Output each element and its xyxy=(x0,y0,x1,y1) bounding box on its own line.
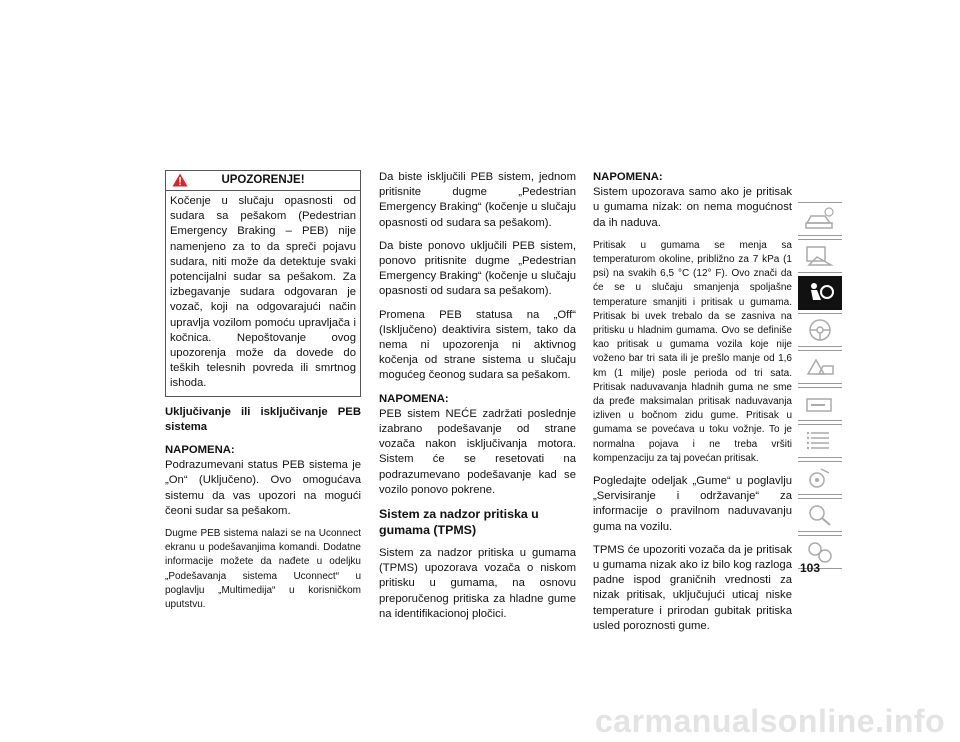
airbag-safety-icon xyxy=(803,280,837,306)
small-note-text: Pritisak u gumama se menja sa temperaturom okoline, približno za 7 kPa (1 psi) na svakih 6,5 °C (12° F). Ovo znači da će se u slučaju smanjenja spoljašne temperature smanjiti i pritisak u gumama. Pritisak bi uvek trebalo da se zasniva na pritisku u hladnim gumama. Ovo se definiše kao pritisak u gumama vozila koje nije voženo bar tri sata ili je prešlo manje od 1,6 km (1 milje) posle perioda od tri sata. Pritisak naduvavanja hladnih guma ne sme da pređe maksimalan pritisak naduvavanja izliven u bočnom zidu gume. Pritisak u gumama se povećava u toku vožnje. To je normalna pojava i ne treba vršiti kompenzaciju za taj povećan pritisak. xyxy=(593,239,792,464)
warning-title: UPOZORENJE! xyxy=(221,174,305,186)
tab-car-info[interactable] xyxy=(798,202,842,236)
warning-box xyxy=(165,170,361,397)
paragraph: Promena PEB statusa na „Off“ (Isključeno) deaktivira sistem, tako da nema ni upozorenja ni aktivnog kočenja od strane sistema u slučaju mogućeg čeonog sudara sa pešakom. xyxy=(379,308,576,382)
multimedia-icon xyxy=(803,465,837,491)
note-label: NAPOMENA: xyxy=(379,392,449,405)
note-text: PEB sistem NEĆE zadržati poslednje izabrano podešavanje od strane vozača nakon isključivanja motora. Sistem će se resetovati na podrazumevano podešavanje kad se vozilo ponovo pokrene. xyxy=(379,407,576,496)
section-heading-peb-toggle: Uključivanje ili isključivanje PEB sistema xyxy=(165,405,361,433)
note-label: NAPOMENA: xyxy=(165,444,235,457)
dashboard-warning-icon xyxy=(803,243,837,269)
search-index-icon xyxy=(803,502,837,528)
note-text: Sistem upozorava samo ako je pritisak u gumama nizak: on nema mogućnost da ih naduva. xyxy=(593,186,792,229)
page-number: 103 xyxy=(800,561,821,575)
car-service-icon xyxy=(803,391,837,417)
paragraph: TPMS će upozoriti vozača da je pritisak u gumama nizak ako iz bilo kog razloga padne ispod graničnih vrednosti za nizak pritisak, uključujući uticaj niske temperature i prirodan gubitak pritiska usled poroznosti gume. xyxy=(593,543,792,632)
watermark: carmanualsonline.info xyxy=(595,703,946,739)
specifications-list-icon xyxy=(803,428,837,454)
paragraph: Pogledajte odeljak „Gume“ u poglavlju „Servisiranje i održavanje“ za informacije o pravilnom naduvavanju guma na vozilu. xyxy=(593,475,792,533)
note-label: NAPOMENA: xyxy=(593,171,663,183)
steering-wheel-icon xyxy=(803,317,837,343)
tab-dashboard[interactable] xyxy=(798,239,842,273)
tab-service[interactable] xyxy=(798,387,842,421)
warning-text: Kočenje u slučaju opasnosti od sudara sa pešakom (Pedestrian Emergency Braking – PEB) nije namenjeno za to da spreči pojavu sudara, niti može da detektuje svaki potencijalni sudar sa pešakom. Za izbegavanje sudara odgovaran je vozač, koji na odgovarajući način upravlja vozilom pomoću upravljača i kočnica. Nepoštovanje ovog upozorenja može da dovede do teških telesnih povreda ili smrtnog ishoda. xyxy=(170,195,356,390)
roadside-emergency-icon xyxy=(803,354,837,380)
chapter-tabs xyxy=(798,202,842,572)
tab-index[interactable] xyxy=(798,498,842,532)
section-title-tpms: Sistem za nadzor pritiska u gumama (TPMS) xyxy=(379,507,539,538)
paragraph: Da biste ponovo uključili PEB sistem, ponovo pritisnite dugme „Pedestrian Emergency Braking“ (kočenje u slučaju opasnosti od sudara sa pešakom). xyxy=(379,239,576,298)
car-info-icon xyxy=(803,206,837,232)
small-note-text: Dugme PEB sistema nalazi se na Uconnect ekranu u podešavanjima komandi. Dodatne informacije možete da nađete u odeljku „Podešavanja sistema Uconnect“ u poglavlju „Multimedija“ u korisničkom uputstvu. xyxy=(165,528,361,611)
column-2 xyxy=(379,170,576,622)
tab-multimedia[interactable] xyxy=(798,461,842,495)
column-1 xyxy=(165,170,361,612)
warning-body xyxy=(166,191,360,396)
tab-specifications[interactable] xyxy=(798,424,842,458)
note-text: Podrazumevani status PEB sistema je „On“ (Uključeno). Ovo omogućava sistemu da vas upozori na mogući čeoni sudar sa pešakom. xyxy=(165,459,361,517)
tab-safety[interactable] xyxy=(798,276,842,310)
warning-header xyxy=(166,171,360,191)
column-3 xyxy=(593,170,792,634)
paragraph: Sistem za nadzor pritiska u gumama (TPMS) upozorava vozača o niskom pritisku u gumama, na osnovu preporučenog pritiska za hladne gume na identifikacionoj pločici. xyxy=(379,547,576,620)
warning-triangle-icon xyxy=(172,173,188,187)
tab-emergency[interactable] xyxy=(798,350,842,384)
paragraph: Da biste isključili PEB sistem, jednom pritisnite dugme „Pedestrian Emergency Braking“ (kočenje u slučaju opasnosti od sudara sa pešakom). xyxy=(379,171,576,229)
tab-driving[interactable] xyxy=(798,313,842,347)
